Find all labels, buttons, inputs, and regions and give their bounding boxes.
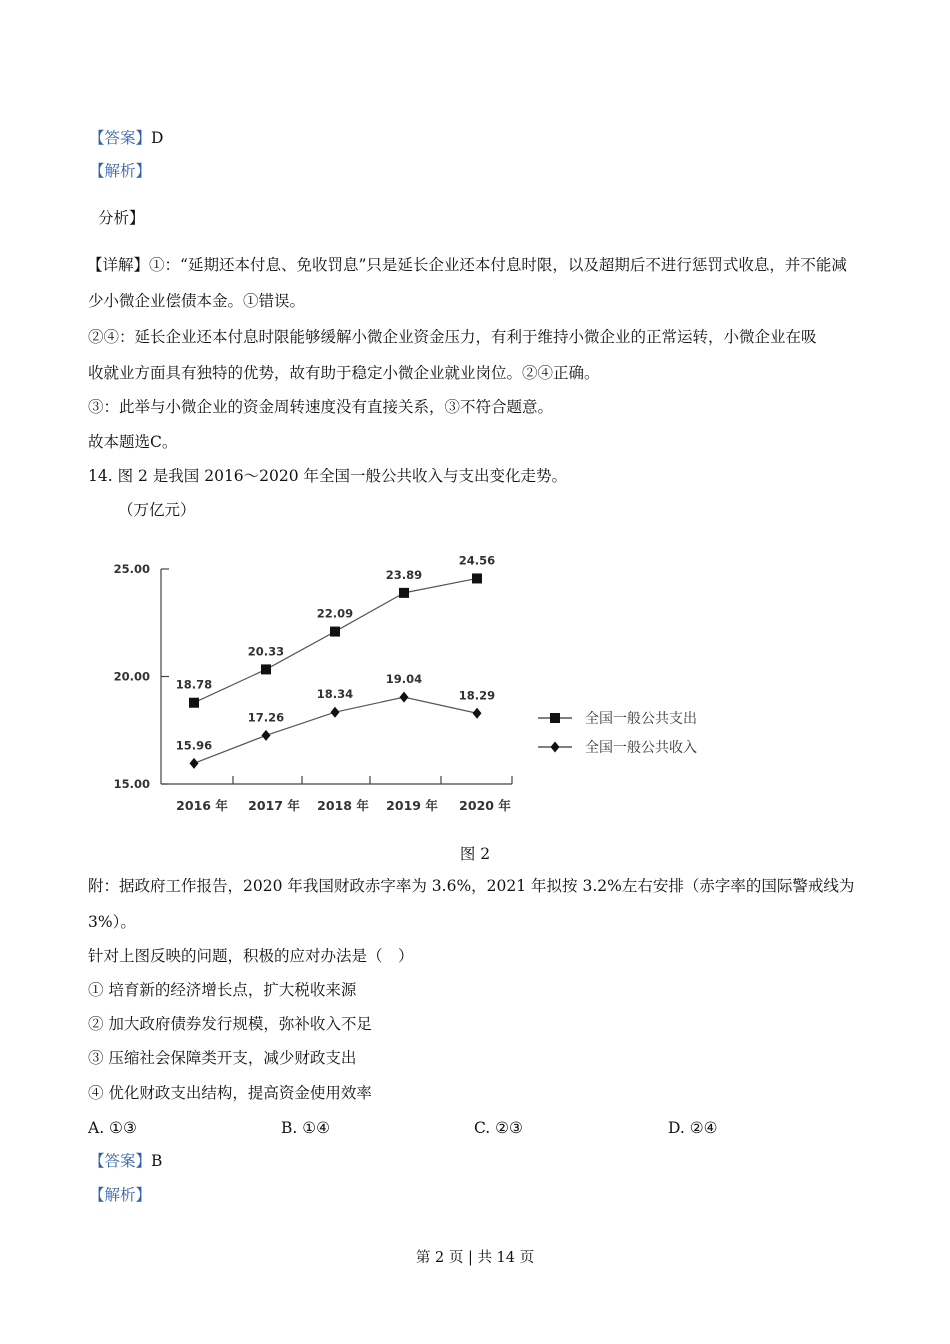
detail-text: ①：“延期还本付息、免收罚息”只是延长企业还本付息时限，以及超期后不进行惩罚式收息，并不能减 — [149, 256, 847, 274]
data-label: 20.33 — [247, 644, 285, 659]
data-point-square — [261, 664, 271, 674]
data-label: 19.04 — [385, 672, 423, 687]
answer-value: D — [151, 129, 164, 147]
data-label: 18.34 — [316, 687, 354, 702]
q14-item-4: ④ 优化财政支出结构，提高资金使用效率 — [88, 1084, 372, 1102]
page-footer: 第 2 页 | 共 14 页 — [415, 1250, 535, 1266]
q13-detail-line5: ③：此举与小微企业的资金周转速度没有直接关系，③不符合题意。 — [88, 398, 554, 416]
data-point-diamond — [400, 692, 409, 703]
q14-stem: 14. 图 2 是我国 2016～2020 年全国一般公共收入与支出变化走势。 — [88, 467, 568, 485]
q14-question: 针对上图反映的问题，积极的应对办法是（ ） — [88, 947, 414, 965]
data-label: 18.29 — [458, 688, 496, 703]
q13-detail-line2: 少小微企业偿债本金。①错误。 — [88, 292, 306, 310]
legend-marker-diamond — [551, 742, 560, 753]
q14-note-line1: 附：据政府工作报告，2020 年我国财政赤字率为 3.6%，2021 年拟按 3.2%左右安排（赤字率的国际警戒线为 — [88, 877, 855, 895]
option-a[interactable]: A. ①③ — [88, 1119, 137, 1137]
x-tick-label: 2019 年 — [386, 798, 438, 813]
data-label: 15.96 — [175, 738, 213, 753]
data-point-square — [399, 588, 409, 598]
chart-plot-area — [114, 553, 697, 813]
y-tick-label: 25.00 — [113, 562, 150, 576]
answer-value: B — [151, 1152, 163, 1170]
y-tick-label: 15.00 — [113, 777, 150, 791]
q13-detail-line4: 收就业方面具有独特的优势，故有助于稳定小微企业就业岗位。②④正确。 — [88, 364, 600, 382]
data-point-square — [189, 698, 199, 708]
data-label: 22.09 — [316, 606, 354, 621]
detail-label: 【详解】 — [87, 256, 150, 274]
data-point-square — [330, 627, 340, 637]
line-chart — [0, 540, 950, 830]
q13-conclusion: 故本题选C。 — [88, 433, 178, 451]
data-label: 17.26 — [247, 710, 285, 725]
q14-item-1: ① 培育新的经济增长点，扩大税收来源 — [88, 981, 357, 999]
x-tick-label: 2018 年 — [317, 798, 369, 813]
data-point-square — [472, 573, 482, 583]
figure-caption: 图 2 — [459, 845, 491, 863]
q13-answer — [89, 128, 163, 148]
data-point-diamond — [262, 730, 271, 741]
data-label: 23.89 — [385, 567, 423, 582]
answer-label: 【答案】 — [89, 1152, 152, 1170]
data-point-diamond — [190, 758, 199, 769]
data-label: 18.78 — [175, 677, 213, 692]
q14-item-3: ③ 压缩社会保障类开支，减少财政支出 — [88, 1049, 357, 1067]
option-c[interactable]: C. ②③ — [474, 1119, 523, 1137]
x-tick-label: 2020 年 — [459, 798, 511, 813]
q13-analysis-label: 【解析】 — [89, 162, 152, 180]
data-label: 24.56 — [458, 553, 496, 568]
option-d[interactable]: D. ②④ — [668, 1119, 718, 1137]
data-point-diamond — [473, 708, 482, 719]
legend-label: 全国一般公共支出 — [585, 711, 697, 727]
q14-answer — [89, 1151, 162, 1171]
q14-note-line2: 3%）。 — [88, 913, 136, 931]
chart-unit-label: （万亿元） — [118, 501, 196, 519]
data-point-diamond — [331, 707, 340, 718]
series-line-revenue — [194, 697, 477, 763]
x-tick-label: 2016 年 — [176, 798, 228, 813]
legend-label: 全国一般公共收入 — [585, 740, 697, 756]
x-tick-label: 2017 年 — [248, 798, 300, 813]
q13-detail-line1 — [87, 255, 847, 275]
option-b[interactable]: B. ①④ — [281, 1119, 331, 1137]
q13-detail-line3: ②④：延长企业还本付息时限能够缓解小微企业资金压力，有利于维持小微企业的正常运转，小微企业在吸 — [88, 328, 817, 346]
series-line-expenditure — [194, 578, 477, 702]
legend-marker-square — [550, 713, 560, 723]
q14-analysis-label: 【解析】 — [89, 1186, 152, 1204]
q14-item-2: ② 加大政府债券发行规模，弥补收入不足 — [88, 1015, 372, 1033]
y-tick-label: 20.00 — [113, 669, 150, 684]
answer-label: 【答案】 — [89, 129, 152, 147]
q13-analysis-sub: 分析】 — [98, 209, 145, 227]
